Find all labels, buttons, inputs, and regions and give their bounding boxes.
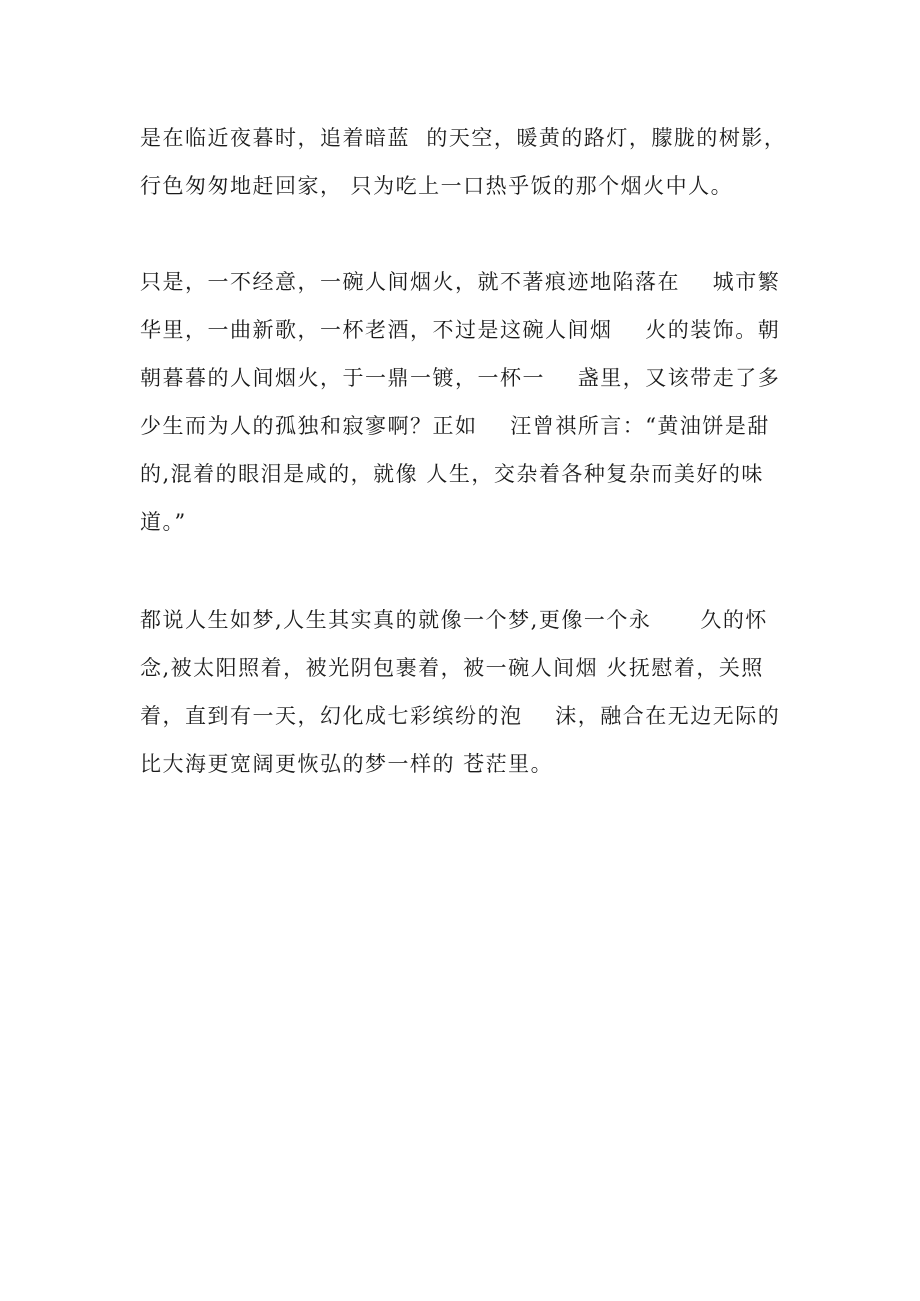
text-line: 行色匆匆地赶回家， 只为吃上一口热乎饭的那个烟火中人。	[140, 174, 734, 198]
text-line: 道。”	[140, 510, 187, 534]
paragraph-3	[140, 596, 800, 788]
text-line: 只是，一不经意，一碗人间烟火，就不著痕迹地陷落在 城市繁	[140, 270, 781, 294]
text-line: 华里，一曲新歌，一杯老酒，不过是这碗人间烟 火的装饰。朝	[140, 318, 781, 342]
text-line: 朝暮暮的人间烟火，于一鼎一镀，一杯一 盏里，又该带走了多	[140, 366, 781, 390]
text-line: 念,被太阳照着，被光阴包裹着，被一碗人间烟 火抚慰着，关照	[140, 656, 764, 680]
text-line: 着，直到有一天，幻化成七彩缤纷的泡 沫，融合在无边无际的	[140, 704, 781, 728]
text-line: 比大海更宽阔更恢弘的梦一样的 苍茫里。	[140, 752, 554, 776]
text-line: 的,混着的眼泪是咸的，就像 人生，交杂着各种复杂而美好的味	[140, 462, 764, 486]
text-line: 少生而为人的孤独和寂寥啊？正如 汪曾祺所言：“黄油饼是甜	[140, 414, 770, 438]
text-line: 都说人生如梦,人生其实真的就像一个梦,更像一个永 久的怀	[140, 608, 768, 632]
text-line: 是在临近夜暮时，追着暗蓝 的天空，暖黄的路灯，朦胧的树影，	[140, 126, 787, 150]
paragraph-2	[140, 258, 800, 546]
paragraph-1	[140, 114, 800, 210]
